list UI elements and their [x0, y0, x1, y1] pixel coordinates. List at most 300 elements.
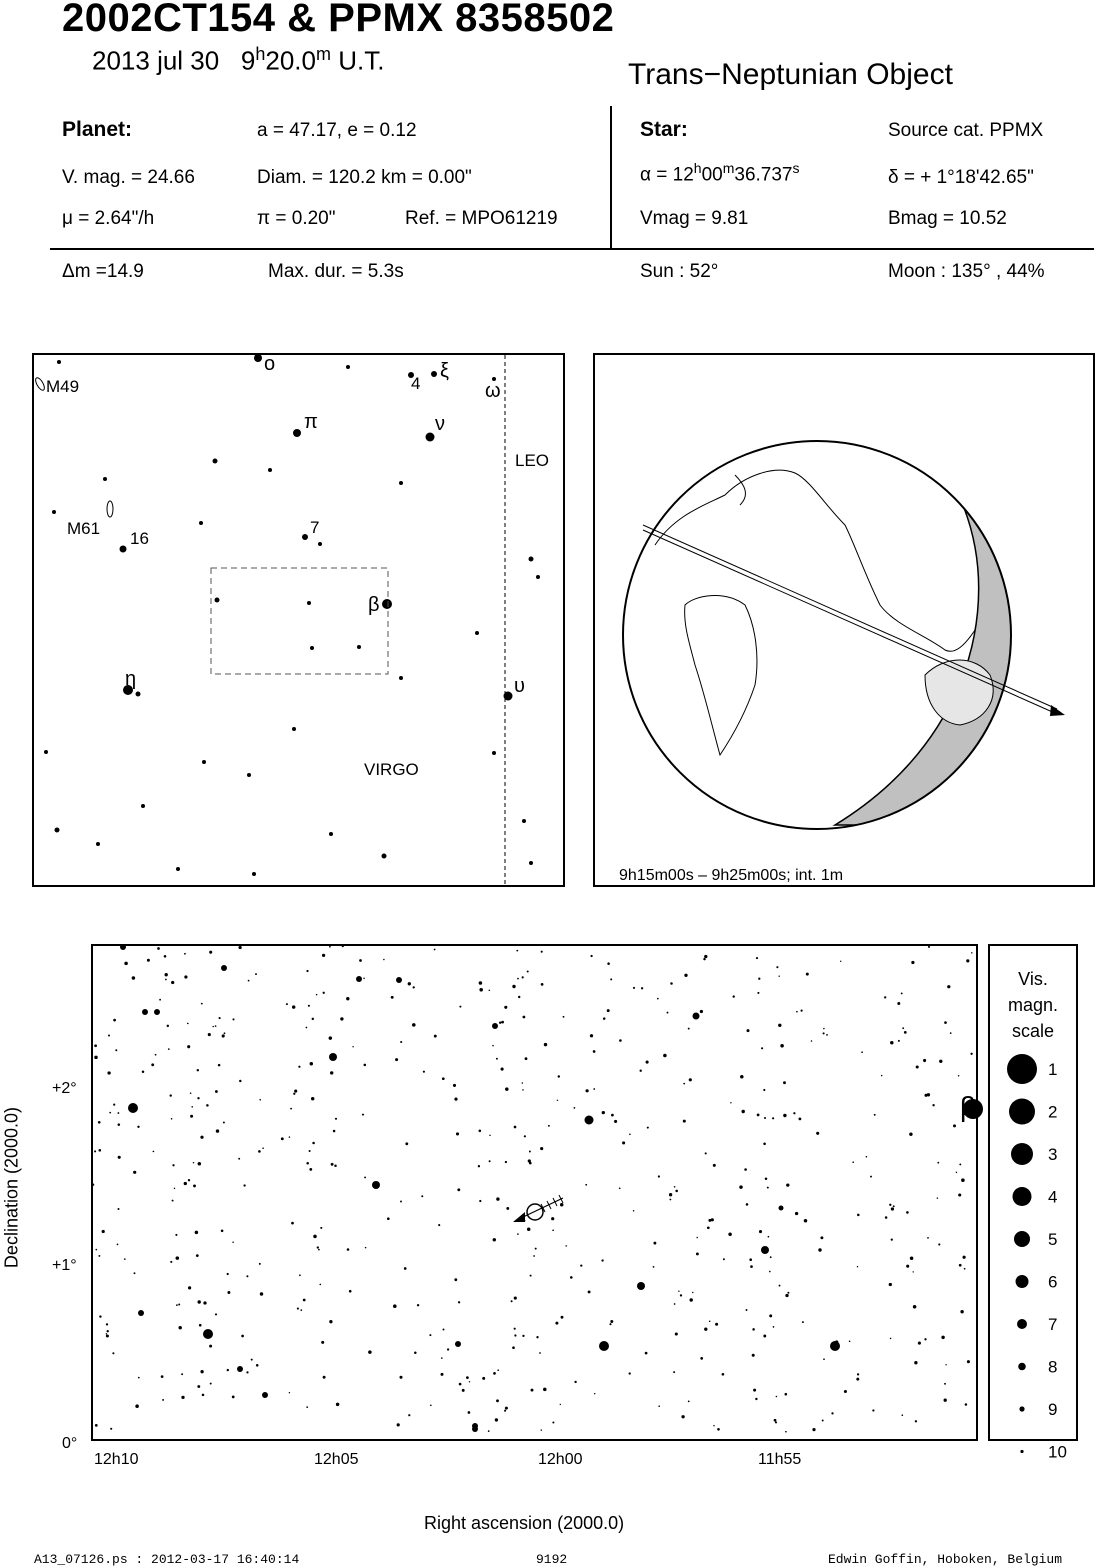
background-star [778, 975, 779, 976]
finder-star [103, 477, 107, 481]
legend-magnitude-dot [1018, 1363, 1026, 1371]
background-star [506, 1207, 509, 1210]
background-star [884, 996, 886, 998]
background-star [872, 1409, 874, 1411]
background-star [844, 1390, 847, 1393]
background-star [924, 1094, 927, 1097]
background-star [950, 1032, 952, 1034]
background-star [558, 1075, 560, 1077]
background-star [663, 1054, 667, 1058]
background-star [563, 1016, 565, 1018]
finder-star [268, 468, 272, 472]
background-star [524, 1135, 526, 1137]
background-star [168, 1048, 170, 1050]
background-star [454, 1098, 457, 1101]
background-star [400, 1201, 402, 1203]
background-star [320, 1227, 322, 1229]
background-star [238, 1158, 240, 1160]
background-star [680, 1294, 682, 1296]
background-star [423, 1071, 425, 1073]
background-star [505, 1087, 509, 1091]
background-star [294, 1090, 297, 1093]
ytick-label-plus1: +1° [52, 1257, 77, 1274]
background-star [785, 1393, 788, 1396]
background-star [138, 1377, 140, 1379]
legend-title-vis: Vis. [1018, 969, 1048, 989]
background-star [335, 1118, 337, 1120]
background-star [622, 1141, 625, 1144]
background-star [117, 1112, 119, 1114]
background-star [614, 1120, 617, 1123]
bright-star [329, 1053, 337, 1061]
background-star [601, 1259, 603, 1261]
background-star [223, 1122, 225, 1124]
background-star [289, 1136, 290, 1137]
planet-orbit: a = 47.17, e = 0.12 [257, 120, 417, 141]
background-star [763, 1143, 766, 1146]
background-star [333, 1130, 336, 1133]
background-star [493, 1238, 496, 1241]
xtick-label-11h55: 11h55 [758, 1451, 802, 1468]
background-star [95, 1249, 97, 1251]
label-m61: M61 [67, 519, 101, 538]
bright-star [693, 1013, 700, 1020]
background-star [322, 954, 325, 957]
background-star [522, 1089, 524, 1091]
ra-seconds: 36.737 [734, 164, 793, 186]
background-star [172, 1164, 174, 1166]
label-upsilon: υ [514, 675, 525, 697]
background-star [479, 988, 483, 992]
background-star [117, 1208, 119, 1210]
background-star [181, 1373, 183, 1375]
background-star [187, 1023, 189, 1025]
bright-star [142, 1009, 148, 1015]
background-star [529, 1151, 531, 1153]
background-star [752, 1328, 755, 1331]
background-star [306, 1162, 309, 1165]
legend-magnitude-label: 8 [1048, 1357, 1058, 1377]
finder-star [536, 575, 540, 579]
background-star [365, 1247, 367, 1249]
background-star [391, 996, 394, 999]
background-star [964, 1268, 966, 1270]
label-16: 16 [130, 529, 149, 548]
background-star [218, 1064, 221, 1067]
finder-star [357, 645, 361, 649]
planet-vmag: V. mag. = 24.66 [62, 167, 195, 188]
background-star [947, 985, 950, 988]
background-star [523, 1016, 526, 1019]
legend-magnitude-dot [1011, 1143, 1033, 1165]
background-star [311, 1097, 314, 1100]
finder-star [52, 510, 56, 514]
background-star [408, 1414, 410, 1416]
background-star [744, 1168, 747, 1171]
background-star [696, 1237, 698, 1239]
background-star [543, 1388, 547, 1392]
label-7: 7 [310, 518, 320, 537]
background-star [758, 978, 760, 980]
background-star [456, 1132, 459, 1135]
finder-star [213, 459, 218, 464]
background-star [956, 1172, 957, 1173]
background-star [831, 1412, 833, 1414]
background-star [820, 1236, 823, 1239]
bright-star [761, 1246, 769, 1254]
xtick-label-12h05: 12h05 [314, 1451, 359, 1468]
background-star [364, 1176, 366, 1178]
background-star [215, 1313, 217, 1315]
background-star [289, 1392, 290, 1393]
background-star [319, 1284, 321, 1286]
background-star [765, 1177, 768, 1180]
background-star [816, 1132, 819, 1135]
background-star [539, 1352, 541, 1354]
minutes-unit: m [316, 44, 331, 64]
background-star [170, 1261, 172, 1263]
background-star [802, 1321, 804, 1323]
background-star [683, 1120, 686, 1123]
background-star [536, 1336, 538, 1338]
background-star [300, 1309, 302, 1311]
background-star [916, 1065, 919, 1068]
finder-star [202, 760, 206, 764]
background-star [251, 1359, 253, 1361]
background-star [501, 1021, 504, 1024]
background-star [602, 1111, 605, 1114]
event-time-hours: 9 [240, 45, 256, 76]
ra-minutes: 00 [701, 164, 723, 186]
time-scale: U.T. [338, 45, 385, 76]
star-source-catalog: Source cat. PPMX [888, 120, 1044, 141]
background-star [708, 1219, 711, 1222]
background-star [522, 976, 524, 978]
background-star [232, 1241, 233, 1242]
background-star [441, 1357, 443, 1359]
background-star [852, 1161, 854, 1163]
finder-star [382, 854, 387, 859]
background-star [118, 1123, 121, 1126]
finder-star [252, 872, 256, 876]
background-star [442, 1077, 445, 1080]
background-star [447, 1348, 449, 1350]
background-star [670, 982, 673, 985]
background-star [796, 1011, 798, 1013]
star-bmag: Bmag = 10.52 [888, 208, 1007, 229]
planet-parallax: π = 0.20" [257, 208, 336, 229]
background-star [739, 1185, 743, 1189]
background-star [496, 1058, 498, 1060]
detail-field-outline [211, 568, 388, 674]
background-star [133, 1171, 136, 1174]
background-star [629, 1372, 631, 1374]
background-star [770, 1256, 772, 1258]
background-star [633, 1210, 635, 1212]
finder-star [492, 751, 496, 755]
background-star [755, 1398, 757, 1400]
event-datetime [92, 44, 384, 77]
background-star [202, 1394, 205, 1397]
background-star [541, 951, 543, 953]
background-star [321, 1341, 324, 1344]
background-star [674, 1186, 676, 1188]
background-star [151, 1063, 154, 1066]
finder-star [44, 750, 48, 754]
background-star [619, 1187, 621, 1189]
background-star [932, 1104, 934, 1106]
background-star [329, 1320, 332, 1323]
background-star [675, 1190, 678, 1193]
background-star [224, 1032, 226, 1034]
background-star [198, 1162, 202, 1166]
background-star [102, 1230, 105, 1233]
background-star [901, 992, 903, 994]
background-star [939, 1060, 942, 1063]
background-star [793, 1112, 795, 1114]
background-star [870, 1176, 872, 1178]
background-star [799, 1118, 802, 1121]
bright-star [472, 1426, 478, 1432]
legend-magnitude-label: 1 [1048, 1060, 1058, 1079]
background-star [529, 1162, 532, 1165]
background-star [113, 1104, 115, 1106]
bright-star [585, 1116, 594, 1125]
background-star [94, 1150, 96, 1152]
finder-star [55, 828, 60, 833]
background-star [640, 1070, 642, 1072]
background-star [349, 1290, 352, 1293]
background-star [958, 1075, 960, 1077]
background-star [713, 1425, 714, 1426]
background-star [610, 1320, 613, 1323]
background-star [688, 1028, 690, 1030]
background-star [453, 1084, 456, 1087]
bright-star [372, 1181, 380, 1189]
legend-title-scale: scale [1011, 1021, 1055, 1041]
background-star [318, 1249, 320, 1251]
background-star [178, 1326, 181, 1329]
background-star [107, 1330, 109, 1332]
background-star [675, 1332, 678, 1335]
background-star [107, 1071, 110, 1074]
bright-star [237, 1366, 243, 1372]
background-star [499, 1021, 501, 1023]
background-star [861, 1051, 863, 1053]
background-star [913, 1271, 914, 1272]
legend-magnitude-dot [1019, 1406, 1024, 1411]
background-star [408, 982, 411, 985]
hours-unit: h [255, 44, 266, 64]
background-star [709, 1321, 711, 1323]
bright-star [492, 1023, 498, 1029]
background-star [110, 1428, 112, 1430]
background-star [215, 1025, 217, 1027]
shadow-direction-arrow-icon [1050, 705, 1065, 716]
background-star [462, 1389, 465, 1392]
background-star [593, 1050, 596, 1053]
galaxy-m61-icon [107, 501, 113, 517]
background-star [512, 1346, 515, 1349]
background-star [393, 1304, 397, 1308]
background-star [713, 1164, 716, 1167]
background-star [928, 946, 930, 948]
background-star [167, 1025, 169, 1027]
finder-star [529, 861, 533, 865]
background-star [368, 1350, 372, 1354]
background-star [801, 1010, 803, 1012]
background-star [113, 1019, 116, 1022]
background-star [898, 1040, 900, 1042]
background-star [717, 1428, 720, 1431]
max-duration: Max. dur. = 5.3s [268, 261, 404, 282]
background-star [124, 1258, 126, 1260]
background-star [590, 955, 592, 957]
legend-magnitude-dot [1013, 1187, 1032, 1206]
finder-star [522, 819, 526, 823]
background-star [730, 1102, 731, 1103]
legend-magnitude-label: 3 [1048, 1145, 1058, 1164]
background-star [704, 955, 707, 958]
background-star [960, 1310, 963, 1313]
background-star [198, 1300, 201, 1303]
background-star [454, 1278, 457, 1281]
background-star [347, 1248, 350, 1251]
background-star [246, 1371, 248, 1373]
background-star [364, 1064, 367, 1067]
object-type: Trans−Neptunian Object [628, 58, 953, 91]
background-star [906, 1211, 909, 1214]
background-star [297, 1308, 299, 1310]
background-star [902, 1027, 904, 1029]
table-rule [50, 248, 1094, 250]
ra-s-unit: s [792, 160, 800, 176]
bright-star [599, 1341, 609, 1351]
magnitude-drop: Δm =14.9 [62, 261, 144, 282]
ra-m-unit: m [722, 160, 735, 176]
label-pi: π [304, 411, 318, 433]
background-star [812, 1428, 815, 1431]
background-star [493, 1372, 496, 1375]
background-star [340, 1017, 343, 1020]
background-star [124, 962, 128, 966]
finder-star [199, 521, 203, 525]
background-star [787, 1292, 789, 1294]
detail-star-chart [91, 944, 978, 1441]
background-star [417, 1304, 419, 1306]
background-star [412, 1023, 416, 1027]
background-star [913, 1305, 917, 1309]
background-star [323, 1376, 326, 1379]
globe-time-range: 9h15m00s – 9h25m00s; int. 1m [619, 867, 844, 884]
background-star [188, 1179, 190, 1181]
background-star [108, 1034, 110, 1036]
legend-magnitude-dot [1007, 1054, 1037, 1084]
background-star [703, 958, 705, 960]
background-star [404, 1267, 407, 1270]
background-star [497, 1369, 499, 1371]
finder-star [399, 481, 403, 485]
background-star [683, 1083, 685, 1085]
background-star [259, 1263, 261, 1265]
background-star [227, 1273, 229, 1275]
background-star [316, 994, 318, 996]
background-star [669, 1199, 671, 1201]
background-star [629, 1134, 631, 1136]
background-star [469, 1381, 470, 1382]
background-star [785, 1294, 788, 1297]
background-star [914, 1361, 917, 1364]
object-motion-arrow-icon [513, 1212, 525, 1222]
ra-hours: α = 12 [640, 164, 694, 186]
background-star [590, 1034, 593, 1037]
background-star [641, 987, 643, 989]
finder-star [318, 542, 322, 546]
background-star [193, 1184, 196, 1187]
finder-chart [32, 353, 565, 887]
background-star [840, 961, 841, 962]
background-star [514, 1334, 516, 1336]
background-star [522, 1335, 524, 1337]
finder-chart-svg [34, 355, 563, 885]
background-star [201, 1003, 203, 1005]
background-star [488, 1430, 490, 1432]
finder-star [431, 371, 437, 377]
background-star [775, 1421, 777, 1423]
finder-star [346, 365, 350, 369]
background-star [767, 1187, 769, 1189]
background-star [159, 999, 161, 1001]
background-star [891, 1207, 894, 1210]
background-star [362, 1114, 364, 1116]
background-star [586, 1089, 589, 1092]
background-star [785, 1431, 787, 1433]
background-star [763, 1335, 766, 1338]
background-star [142, 1071, 145, 1074]
background-star [540, 1147, 543, 1150]
background-star [944, 1021, 947, 1024]
background-star [893, 1205, 895, 1207]
legend-magnitude-label: 10 [1048, 1442, 1067, 1462]
background-star [866, 1156, 868, 1158]
background-star [544, 1043, 547, 1046]
background-star [197, 1097, 199, 1099]
background-star [466, 1376, 469, 1379]
background-star [944, 1383, 946, 1385]
background-star [874, 1114, 876, 1116]
background-star [533, 1255, 535, 1257]
background-star [232, 1396, 235, 1399]
xtick-label-12h00: 12h00 [538, 1451, 583, 1468]
background-star [653, 1266, 655, 1268]
background-star [117, 1244, 119, 1246]
background-star [310, 1062, 313, 1065]
background-star [227, 1369, 229, 1371]
background-star [181, 1396, 184, 1399]
background-star [479, 1130, 482, 1133]
background-star [306, 1027, 308, 1029]
background-star [400, 1041, 402, 1043]
planet-motion: μ = 2.64"/h [62, 208, 155, 229]
background-star [891, 1238, 893, 1240]
background-star [458, 1301, 460, 1303]
background-star [645, 1352, 648, 1355]
bright-star [120, 944, 126, 950]
background-star [219, 1017, 221, 1019]
background-star [857, 1266, 858, 1267]
background-star [555, 1322, 558, 1325]
background-star [429, 1334, 431, 1336]
